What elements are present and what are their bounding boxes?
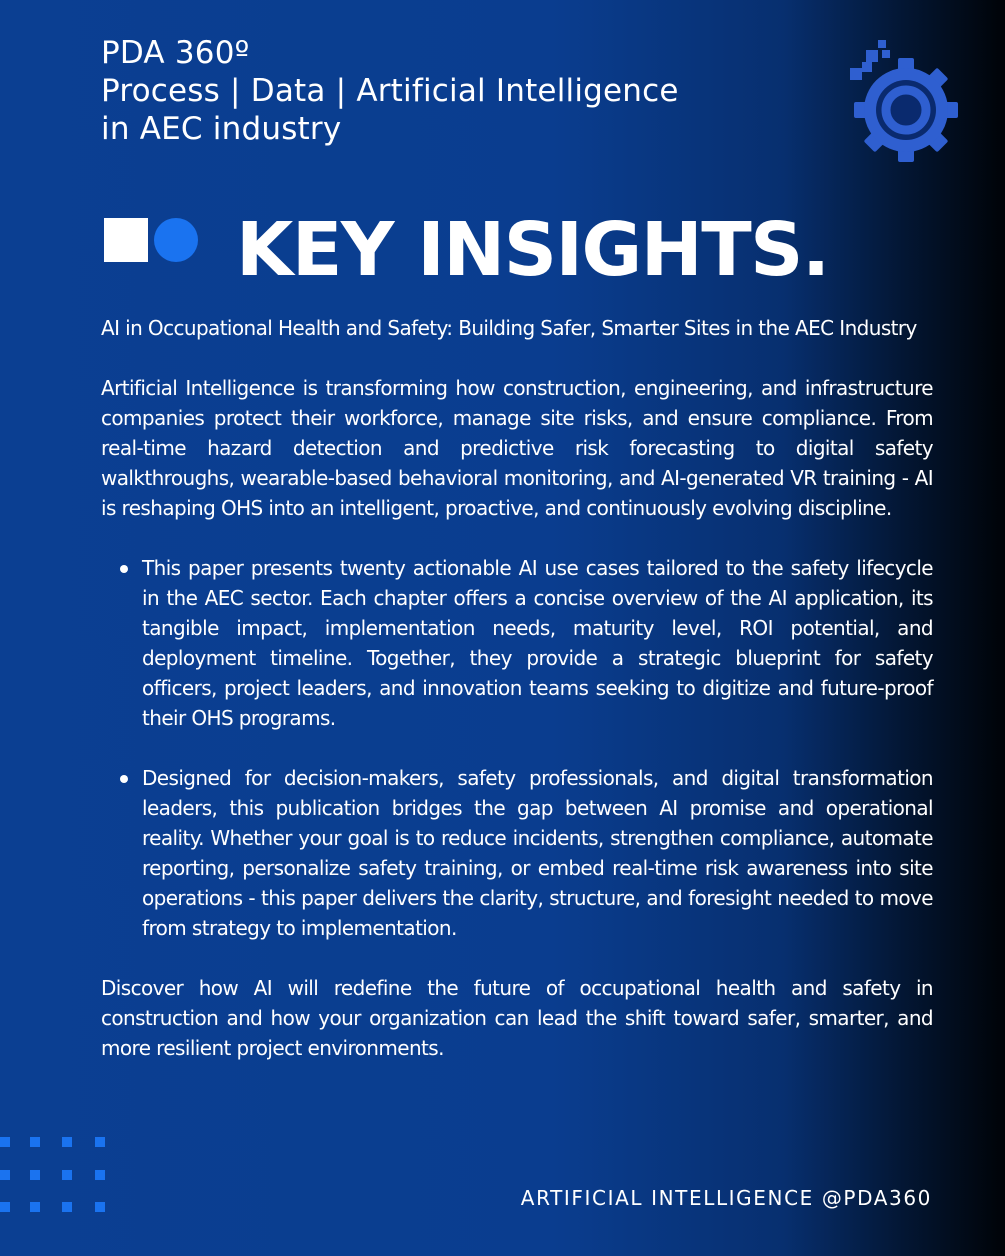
square-icon bbox=[104, 218, 148, 262]
dot-grid-icon bbox=[0, 1137, 110, 1217]
brand-industry: in AEC industry bbox=[101, 111, 342, 147]
brand-name: PDA 360º bbox=[101, 35, 250, 71]
list-item bbox=[101, 763, 933, 943]
gear-logo-icon bbox=[842, 38, 966, 162]
bullet-icon bbox=[120, 775, 128, 783]
circle-icon bbox=[154, 218, 198, 262]
bullet-text: Designed for decision-makers, safety professionals, and digital transformation leaders, this publication bridges the gap between AI promise and operational reality. Whether your goal is to reduce incidents, strengthen compliance, automate reporting, personalize safety training, or embed real-time risk awareness into site operations - this paper delivers the clarity, structure, and foresight needed to move from strategy to implementation. bbox=[142, 766, 933, 940]
page-title: KEY INSIGHTS. bbox=[236, 207, 829, 293]
list-item bbox=[101, 553, 933, 733]
document-subtitle: AI in Occupational Health and Safety: Building Safer, Smarter Sites in the AEC Industry bbox=[101, 316, 917, 340]
closing-paragraph: Discover how AI will redefine the future of occupational health and safety in construction and how your organization can lead the shift toward safer, smarter, and more resilient project environments. bbox=[101, 976, 933, 1060]
bullet-list bbox=[101, 553, 933, 943]
footer-handle: ARTIFICIAL INTELLIGENCE @PDA360 bbox=[520, 1186, 932, 1210]
brand-tagline: Process | Data | Artificial Intelligence bbox=[101, 73, 679, 109]
bullet-icon bbox=[120, 565, 128, 573]
body-content bbox=[101, 313, 933, 1063]
bullet-text: This paper presents twenty actionable AI use cases tailored to the safety lifecycle in the AEC sector. Each chapter offers a concise overview of the AI application, its tangible impact, implementation needs, maturity level, ROI potential, and deployment timeline. Together, they provide a strategic blueprint for safety officers, project leaders, and innovation teams seeking to digitize and future-proof their OHS programs. bbox=[142, 556, 933, 730]
header bbox=[101, 34, 801, 148]
intro-paragraph: Artificial Intelligence is transforming how construction, engineering, and infrastructure companies protect their workforce, manage site risks, and ensure compliance. From real-time hazard detection and predictive risk forecasting to digital safety walkthroughs, wearable-based behavioral monitoring, and AI-generated VR training - AI is reshaping OHS into an intelligent, proactive, and continuously evolving discipline. bbox=[101, 376, 933, 520]
